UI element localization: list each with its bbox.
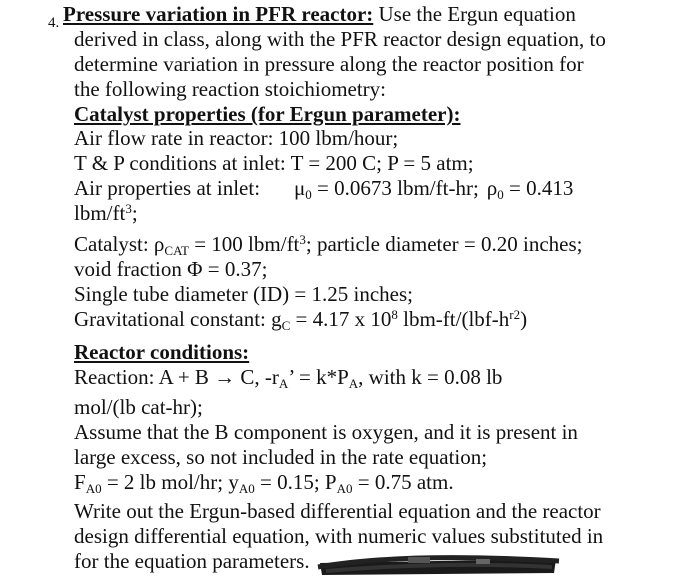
feed-p-value: = 0.75 atm.	[352, 470, 454, 494]
air-properties	[74, 176, 573, 200]
rho-cat-symbol: ρ	[153, 232, 165, 256]
gc-unit: lbm-ft/(lbf-h	[397, 307, 510, 331]
task-line-2: design differential equation, with numeric values substituted in	[74, 524, 604, 548]
air-flow-rate: Air flow rate in reactor: 100 lbm/hour;	[74, 126, 399, 150]
task-line-1: Write out the Ergun-based differential equation and the reactor	[74, 499, 601, 523]
tube-diameter: Single tube diameter (ID) = 1.25 inches;	[74, 282, 414, 306]
rho-cat-subscript: CAT	[164, 243, 189, 258]
rate-units: mol/(lb cat-hr);	[74, 395, 203, 419]
rate-constant: , with k = 0.08 lb	[358, 365, 503, 389]
reactor-heading: Reactor conditions:	[74, 340, 250, 364]
intro-line-2: derived in class, along with the PFR reactor design equation, to	[74, 27, 606, 51]
assume-line-2: large excess, so not included in the rate equation;	[74, 445, 488, 469]
tp-label: T & P conditions at inlet:	[74, 151, 286, 175]
rho-subscript: 0	[497, 187, 504, 202]
tp-values: T = 200 C; P = 5 atm;	[290, 151, 474, 175]
reaction-line	[74, 365, 502, 389]
reaction-text: Reaction: A + B → C, -r	[74, 365, 279, 389]
feed-y-value: = 0.15; P	[254, 470, 337, 494]
feed-f-value: = 2 lb mol/hr; y	[101, 470, 239, 494]
intro-line-1: Use the Ergun equation	[373, 2, 576, 26]
question-number: 4.	[48, 15, 60, 31]
feed-y-subscript: A0	[238, 481, 255, 496]
gc-exponent: 8	[391, 307, 398, 322]
rho-symbol: ρ	[486, 176, 498, 200]
intro-line-3: determine variation in pressure along the reactor position for	[74, 52, 584, 76]
mu-subscript: 0	[305, 187, 312, 202]
rho-cat-exponent: 3	[299, 232, 306, 247]
rho-cat-value: = 100 lbm/ft	[188, 232, 300, 256]
intro-line-4: the following reaction stoichiometry:	[74, 77, 387, 101]
problem-title: Pressure variation in PFR reactor:	[63, 2, 374, 26]
rate-law: ’ = k*P	[288, 365, 349, 389]
rho-value: = 0.413	[503, 176, 574, 200]
feed-p-subscript: A0	[336, 481, 353, 496]
mu-value: = 0.0673 lbm/ft-hr;	[311, 176, 479, 200]
rho-unit-end: ;	[131, 201, 138, 225]
rho-unit-line	[74, 201, 138, 225]
particle-diameter: ; particle diameter = 0.20 inches;	[305, 232, 583, 256]
pressure-subscript: A	[348, 376, 359, 391]
rate-subscript: A	[278, 376, 289, 391]
task-line-3: for the equation parameters.	[74, 549, 310, 573]
feed-conditions	[74, 470, 454, 494]
gc-unit-end: )	[520, 307, 528, 331]
grav-label: Gravitational constant:	[74, 307, 266, 331]
catalyst-heading: Catalyst properties (for Ergun parameter):	[74, 102, 461, 126]
gc-symbol: g	[271, 307, 282, 331]
problem-title-line	[63, 2, 576, 26]
mu-symbol: μ	[294, 176, 306, 200]
gc-value: = 4.17 x 10	[290, 307, 392, 331]
air-label: Air properties at inlet:	[74, 176, 261, 200]
catalyst-label: Catalyst:	[74, 232, 154, 256]
tp-conditions	[74, 151, 474, 175]
assume-line-1: Assume that the B component is oxygen, and it is present in	[74, 420, 578, 444]
gc-subscript: C	[281, 318, 291, 333]
rho-unit-exponent: 3	[125, 201, 132, 216]
gravitational-constant	[74, 307, 527, 331]
catalyst-line	[74, 232, 583, 256]
feed-f-subscript: A0	[85, 481, 102, 496]
rho-unit: lbm/ft	[74, 201, 126, 225]
feed-f: F	[74, 470, 86, 494]
void-fraction: void fraction Φ = 0.37;	[74, 257, 268, 281]
gc-unit-exponent: r2	[509, 307, 521, 322]
redaction-scribble	[316, 551, 561, 577]
